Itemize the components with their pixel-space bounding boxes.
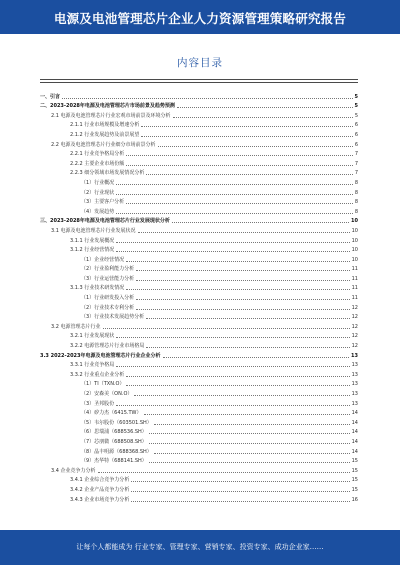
footer-banner — [0, 530, 400, 565]
toc-dot-leader — [103, 328, 350, 329]
toc-entry-label: 3.3.1 行业竞争格局 — [70, 362, 115, 369]
toc-dot-leader — [116, 194, 353, 195]
toc-entry[interactable] — [40, 301, 358, 311]
toc-entry-label: 2.2.2 主要企业市场份额 — [70, 160, 125, 167]
toc-entry[interactable] — [40, 119, 358, 129]
toc-entry-label: （3）行业运营能力分析 — [81, 275, 135, 282]
toc-page-number: 7 — [354, 160, 358, 167]
toc-dot-leader — [126, 385, 349, 386]
toc-dot-leader — [149, 443, 350, 444]
toc-entry[interactable] — [40, 244, 358, 254]
toc-entry-label: 3.3.2 行业重点企业分析 — [70, 371, 125, 378]
toc-entry-label: （4）发展趋势 — [81, 208, 115, 215]
toc-page-number: 14 — [351, 419, 358, 426]
toc-entry-label: （2）行业技术专利分析 — [81, 304, 135, 311]
toc-dot-leader — [172, 222, 349, 223]
toc-entry[interactable] — [40, 263, 358, 273]
toc-entry-label: 3.2.1 行业发展现状 — [70, 333, 115, 340]
toc-entry[interactable] — [40, 291, 358, 301]
toc-dot-leader — [131, 501, 349, 502]
toc-dot-leader — [136, 299, 349, 300]
toc-page-number: 11 — [351, 295, 358, 302]
toc-page-number: 6 — [354, 131, 358, 138]
toc-entry[interactable] — [40, 167, 358, 177]
toc-entry-label: 3.1.2 行业经营情况 — [70, 247, 115, 254]
toc-page-number: 7 — [354, 151, 358, 158]
toc-dot-leader — [134, 395, 349, 396]
toc-dot-leader — [177, 107, 353, 108]
toc-entry-label: （2）安森美（ON.O） — [81, 391, 133, 397]
toc-entry[interactable] — [40, 435, 358, 445]
toc-dot-leader — [141, 126, 352, 127]
toc-entry-label: （3）行业技术发展趋势分析 — [81, 314, 145, 321]
toc-page-number: 6 — [354, 141, 358, 148]
toc-entry-label: 3.4 企业竞争力分析 — [51, 467, 96, 474]
toc-page-number: 8 — [354, 208, 358, 215]
toc-entry-label: （1）TI（TXN.O） — [81, 381, 125, 388]
toc-page-number: 15 — [351, 458, 358, 465]
toc-entry-label: 2.1.1 行业市场规模及增速分析 — [70, 122, 140, 129]
toc-dot-leader — [116, 251, 349, 252]
toc-entry[interactable] — [40, 387, 358, 397]
toc-entry[interactable] — [40, 311, 358, 321]
toc-dot-leader — [116, 213, 353, 214]
toc-page-number: 10 — [351, 256, 358, 263]
toc-entry-label: 2.2.1 行业竞争格局分析 — [70, 151, 125, 158]
toc-entry-label: （5）韦尔股份（603501.SH） — [81, 419, 152, 426]
toc-dot-leader — [116, 242, 349, 243]
toc-entry[interactable] — [40, 359, 358, 369]
footer-slogan: 让每个人都能成为 行业专家、管理专家、营销专家、投资专家、成功企业家…… — [76, 543, 324, 551]
toc-page-number: 6 — [354, 122, 358, 129]
toc-dot-leader — [146, 174, 352, 175]
toc-page-number: 7 — [354, 170, 358, 177]
toc-entry[interactable] — [40, 474, 358, 484]
toc-entry-label: 2.2 电源及电池管理芯片行业细分市场前景分析 — [51, 141, 156, 148]
toc-dot-leader — [149, 433, 350, 434]
toc-dot-leader — [136, 309, 349, 310]
toc-entry[interactable] — [40, 282, 358, 292]
toc-entry-label: 3.4.1 企业综合竞争力分析 — [70, 477, 130, 484]
toc-entry[interactable] — [40, 339, 358, 349]
toc-entry-label: （3）主要客户分析 — [81, 199, 125, 206]
toc-entry[interactable] — [40, 426, 358, 436]
toc-page-number: 5 — [354, 112, 358, 119]
toc-divider-top — [40, 79, 358, 80]
toc-entry-label: 2.1.2 行业发展趋势及前景展望 — [70, 131, 140, 138]
toc-entry-label: 3.1.1 行业发展概况 — [70, 237, 115, 244]
toc-dot-leader — [126, 165, 353, 166]
toc-entry[interactable] — [40, 224, 358, 234]
toc-page-number: 8 — [354, 179, 358, 186]
toc-entry-label: （1）行业概况 — [81, 179, 115, 186]
toc-entry[interactable] — [40, 445, 358, 455]
toc-entry[interactable] — [40, 416, 358, 426]
toc-page-number: 12 — [351, 314, 358, 321]
toc-page-number: 13 — [351, 381, 358, 388]
toc-entry[interactable] — [40, 397, 358, 407]
toc-dot-leader — [138, 232, 350, 233]
toc-entry[interactable] — [40, 253, 358, 263]
toc-page-number: 12 — [351, 304, 358, 311]
toc-dot-leader — [131, 481, 349, 482]
toc-dot-leader — [116, 366, 349, 367]
toc-entry[interactable] — [40, 272, 358, 282]
toc-page-number: 14 — [351, 438, 358, 445]
toc-page-number: 10 — [351, 237, 358, 244]
toc-entry[interactable] — [40, 349, 358, 359]
toc-entry-label: 三、2023-2028年电源及电池管理芯片行业发展现状分析 — [40, 218, 170, 225]
toc-heading: 内容目录 — [177, 57, 223, 69]
toc-page-number: 11 — [351, 266, 358, 273]
toc-entry-label: 3.3 2022-2023年电源及电池管理芯片行业企业分析 — [40, 352, 161, 359]
toc-page-number: 12 — [351, 343, 358, 350]
toc-entry[interactable] — [40, 493, 358, 503]
toc-dot-leader — [98, 472, 350, 473]
toc-dot-leader — [126, 203, 353, 204]
toc-entry-label: （1）行业研发投入分析 — [81, 295, 135, 302]
toc-entry[interactable] — [40, 100, 358, 110]
toc-dot-leader — [149, 462, 350, 463]
toc-page-number: 10 — [351, 227, 358, 234]
toc-page-number: 11 — [351, 275, 358, 282]
toc-entry[interactable] — [40, 234, 358, 244]
toc-page-number: 10 — [351, 218, 358, 225]
toc-entry[interactable] — [40, 455, 358, 465]
toc-dot-leader — [116, 184, 353, 185]
toc-page-number: 11 — [351, 285, 358, 292]
toc-page-number: 15 — [351, 477, 358, 484]
toc-dot-leader — [146, 347, 349, 348]
toc-page-number: 5 — [354, 93, 358, 100]
toc-entry[interactable] — [40, 378, 358, 388]
toc-entry[interactable] — [40, 186, 358, 196]
toc-entry-label: 二、2023-2028年电源及电池管理芯片市场前景及趋势预测 — [40, 103, 175, 110]
toc-entry[interactable] — [40, 138, 358, 148]
toc-entry-label: （2）行业现状 — [81, 189, 115, 196]
toc-dot-leader — [116, 337, 349, 338]
header-banner — [0, 0, 400, 34]
toc-page-number: 12 — [351, 333, 358, 340]
toc-dot-leader — [126, 261, 349, 262]
toc-dot-leader — [136, 270, 349, 271]
toc-entry[interactable] — [40, 196, 358, 206]
toc-entry-label: 2.2.3 细分领域市场发展情况分析 — [70, 170, 145, 177]
toc-entry-label: （8）晶丰明源（688368.SH） — [81, 448, 152, 455]
toc-entry[interactable] — [40, 109, 358, 119]
toc-entry-label: （7）芯朋微（688508.SH） — [81, 438, 147, 445]
toc-dot-leader — [136, 280, 349, 281]
report-title: 电源及电池管理芯片企业人力资源管理策略研究报告 — [53, 11, 347, 26]
toc-dot-leader — [126, 376, 349, 377]
toc-dot-leader — [154, 453, 350, 454]
toc-entry[interactable] — [40, 368, 358, 378]
toc-entry-label: （1）企业经营情况 — [81, 256, 125, 263]
toc-entry-label: 2.1 电源及电池管理芯片行业宏观市场前景及环境分析 — [51, 112, 171, 119]
toc-page-number: 13 — [351, 352, 358, 359]
toc-dot-leader — [141, 136, 352, 137]
toc-entry-label: 3.4.2 企业产品竞争力分析 — [70, 486, 130, 493]
toc-dot-leader — [131, 491, 349, 492]
toc-dot-leader — [62, 98, 353, 99]
toc-page-number: 15 — [351, 486, 358, 493]
toc-page-number: 14 — [351, 448, 358, 455]
toc-page-number: 14 — [351, 429, 358, 436]
toc-entry[interactable] — [40, 90, 358, 100]
toc-dot-leader — [154, 424, 350, 425]
toc-page-number: 16 — [351, 496, 358, 503]
toc-dot-leader — [158, 146, 353, 147]
toc-entry[interactable] — [40, 157, 358, 167]
toc-page-number: 15 — [351, 467, 358, 474]
toc-page-number: 8 — [354, 199, 358, 206]
toc-entry-label: （6）思瑞浦（688536.SH） — [81, 429, 147, 436]
toc-page-number: 10 — [351, 247, 358, 254]
toc-dot-leader — [126, 155, 353, 156]
toc-entry[interactable] — [40, 205, 358, 215]
toc-entry[interactable] — [40, 215, 358, 225]
toc-page-number: 13 — [351, 371, 358, 378]
toc-dot-leader — [126, 289, 349, 290]
toc-page-number: 8 — [354, 189, 358, 196]
toc-entry[interactable] — [40, 176, 358, 186]
toc-entry-label: 3.1 电源及电池管理芯片行业发展状况 — [51, 227, 136, 234]
toc-page-number: 13 — [351, 362, 358, 369]
toc-entry-label: 3.4.3 企业市场竞争力分析 — [70, 496, 130, 503]
toc-page-number: 12 — [351, 323, 358, 330]
toc-entry-label: （2）行业盈利能力分析 — [81, 266, 135, 273]
toc-entry[interactable] — [40, 483, 358, 493]
toc-entry-label: 3.1.3 行业技术研发情况 — [70, 285, 125, 292]
toc-entry-label: 3.2.2 电源管理芯片行业市场格局 — [70, 343, 145, 350]
toc-entry-label: （9）杰华特（688141.SH） — [81, 458, 147, 465]
toc-entry-label: 一、引言 — [40, 93, 61, 100]
toc-page-number: 5 — [354, 103, 358, 110]
toc-dot-leader — [146, 318, 349, 319]
toc-entry[interactable] — [40, 148, 358, 158]
toc-entry-label: 3.2 电源管理芯片行业 — [51, 323, 101, 330]
toc-entry[interactable] — [40, 464, 358, 474]
toc-entry[interactable] — [40, 330, 358, 340]
toc-dot-leader — [173, 117, 353, 118]
toc-entry[interactable] — [40, 407, 358, 417]
toc-dot-leader — [144, 414, 350, 415]
toc-entry[interactable] — [40, 128, 358, 138]
toc-dot-leader — [116, 405, 349, 406]
toc-entry-label: （3）圣邦股份 — [81, 400, 115, 407]
toc-page-number: 13 — [351, 400, 358, 407]
toc-page-number: 14 — [351, 410, 358, 417]
toc-entry[interactable] — [40, 320, 358, 330]
toc-dot-leader — [163, 357, 350, 358]
toc-entry-label: （4）矽力杰（6415.TW） — [81, 410, 142, 417]
toc-page-number: 13 — [351, 391, 358, 397]
toc-divider-bottom — [40, 82, 358, 83]
table-of-contents — [40, 90, 358, 503]
